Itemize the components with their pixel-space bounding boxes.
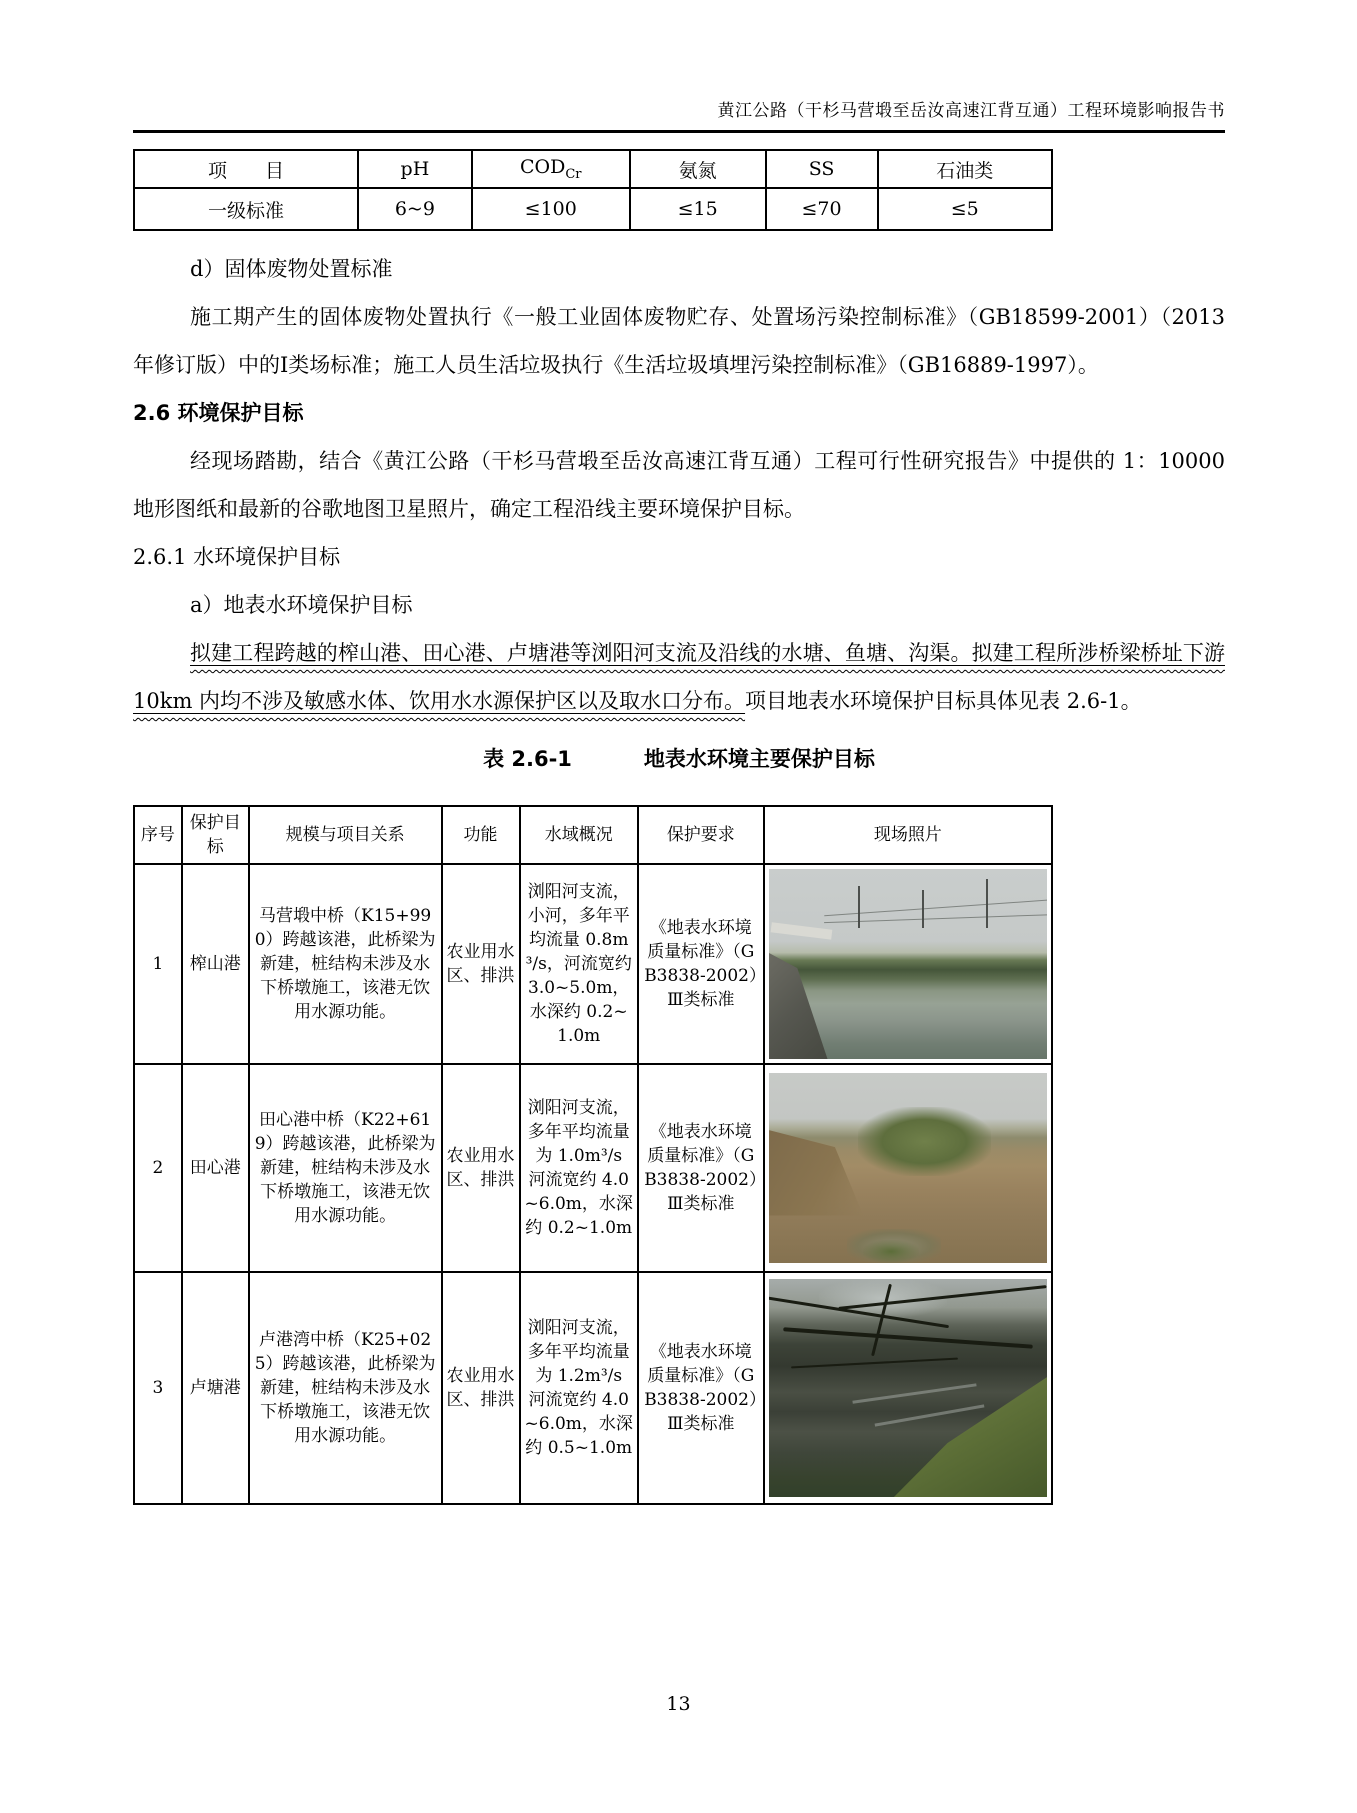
row-requirement: 《地表水环境质量标准》（GB3838-2002）Ⅲ类标准 (638, 864, 764, 1064)
standards-value-row (134, 188, 1052, 230)
header-title: 黄江公路（干杉马营塅至岳汝高速江背互通）工程环境影响报告书 (717, 101, 1225, 121)
row-relation: 田心港中桥（K22+619）跨越该港，此桥梁为新建，桩结构未涉及水下桥墩施工，该港无饮用水源功能。 (249, 1064, 442, 1272)
site-photo-tianxingang (769, 1073, 1047, 1263)
row-function: 农业用水区、排洪 (442, 1272, 520, 1504)
row-no: 3 (134, 1272, 182, 1504)
row-target: 田心港 (182, 1064, 249, 1272)
standards-ss-value: ≤70 (766, 188, 878, 230)
standards-header-oil: 石油类 (878, 150, 1052, 188)
page-header (133, 96, 1225, 133)
standards-cod-value: ≤100 (472, 188, 630, 230)
page-number: 13 (666, 1693, 691, 1715)
col-header-relation: 规模与项目关系 (249, 806, 442, 864)
standards-header-row (134, 150, 1052, 188)
standards-header-cod: $COD_{Cr}$ (472, 150, 630, 188)
row-no: 2 (134, 1064, 182, 1272)
surface-water-subheading: a）地表水环境保护目标 (190, 593, 413, 617)
protection-header-row (134, 806, 1052, 864)
standards-header-ph: pH (358, 150, 472, 188)
standards-row-label: 一级标准 (134, 188, 358, 230)
site-photo-zhashangang (769, 869, 1047, 1059)
section-2-6-heading: 2.6 环境保护目标 (133, 401, 304, 425)
photo-guardrail-shape (771, 922, 833, 939)
row-water-overview: 浏阳河支流，小河，多年平均流量 0.8m³/s，河流宽约 3.0~5.0m，水深约 0.2~1.0m (520, 864, 638, 1064)
protection-targets-table (133, 805, 1053, 1505)
photo-river-bank-shape (769, 1130, 864, 1216)
standards-ammonia-value: ≤15 (630, 188, 766, 230)
row-target: 卢塘港 (182, 1272, 249, 1504)
photo-bush-shape (858, 1107, 992, 1175)
photo-embankment-shape (769, 934, 875, 1059)
wastewater-standards-table (133, 149, 1053, 231)
photo-grass-bank-shape (894, 1377, 1047, 1497)
col-header-water: 水域概况 (520, 806, 638, 864)
water-protection-paragraph (133, 629, 1225, 725)
col-header-target: 保护目标 (182, 806, 249, 864)
row-photo-cell (764, 1272, 1052, 1504)
col-header-photo: 现场照片 (764, 806, 1052, 864)
col-header-function: 功能 (442, 806, 520, 864)
solid-waste-subheading: d）固体废物处置标准 (190, 257, 393, 281)
underlined-statement: 拟建工程跨越的榨山港、田心港、卢塘港等浏阳河支流及沿线的水塘、鱼塘、沟渠。拟建工程所涉桥梁桥址下游 10km 内均不涉及敏感水体、饮用水水源保护区以及取水口分布。 (133, 641, 1225, 713)
photo-grass-shape (863, 1240, 919, 1263)
standards-ph-value: 6~9 (358, 188, 472, 230)
solid-waste-paragraph: 施工期产生的固体废物处置执行《一般工业固体废物贮存、处置场污染控制标准》（GB18599-2001）（2013 年修订版）中的Ⅰ类场标准；施工人员生活垃圾执行《生活垃圾填埋污染控制标准》（GB16889-1997）。 (133, 305, 1225, 377)
table-row (134, 1272, 1052, 1504)
section-2-6-1-heading: 2.6.1 水环境保护目标 (133, 545, 341, 569)
row-no: 1 (134, 864, 182, 1064)
row-requirement: 《地表水环境质量标准》（GB3838-2002）Ⅲ类标准 (638, 1064, 764, 1272)
col-header-no: 序号 (134, 806, 182, 864)
photo-branch-shape (791, 1357, 958, 1368)
standards-header-item: 项 目 (134, 150, 358, 188)
row-relation: 马营塅中桥（K15+990）跨越该港，此桥梁为新建，桩结构未涉及水下桥墩施工，该港无饮用水源功能。 (249, 864, 442, 1064)
standards-header-ammonia: 氨氮 (630, 150, 766, 188)
caption-label: 表 2.6-1 (483, 747, 572, 771)
table-row (134, 1064, 1052, 1272)
row-water-overview: 浏阳河支流，多年平均流量为 1.0m³/s 河流宽约 4.0~6.0m，水深约 0.2~1.0m (520, 1064, 638, 1272)
water-paragraph-rest: 项目地表水环境保护目标具体见表 2.6-1。 (745, 689, 1142, 713)
row-photo-cell (764, 1064, 1052, 1272)
row-water-overview: 浏阳河支流，多年平均流量为 1.2m³/s 河流宽约 4.0~6.0m，水深约 0.5~1.0m (520, 1272, 638, 1504)
standards-oil-value: ≤5 (878, 188, 1052, 230)
caption-title: 地表水环境主要保护目标 (643, 747, 875, 771)
row-photo-cell (764, 864, 1052, 1064)
row-function: 农业用水区、排洪 (442, 1064, 520, 1272)
col-header-requirement: 保护要求 (638, 806, 764, 864)
protection-table-caption (133, 735, 1225, 783)
row-function: 农业用水区、排洪 (442, 864, 520, 1064)
photo-branch-shape (783, 1327, 1033, 1348)
row-requirement: 《地表水环境质量标准》（GB3838-2002）Ⅲ类标准 (638, 1272, 764, 1504)
photo-water-streak-shape (853, 1384, 977, 1404)
row-target: 榨山港 (182, 864, 249, 1064)
photo-water-streak-shape (875, 1405, 985, 1427)
row-relation: 卢港湾中桥（K25+025）跨越该港，此桥梁为新建，桩结构未涉及水下桥墩施工，该港无饮用水源功能。 (249, 1272, 442, 1504)
section-2-6-paragraph: 经现场踏勘，结合《黄江公路（干杉马营塅至岳汝高速江背互通）工程可行性研究报告》中提供的 1：10000 地形图纸和最新的谷歌地图卫星照片，确定工程沿线主要环境保护目标。 (133, 449, 1225, 521)
site-photo-lutanggang (769, 1279, 1047, 1497)
standards-header-ss: SS (766, 150, 878, 188)
table-row (134, 864, 1052, 1064)
